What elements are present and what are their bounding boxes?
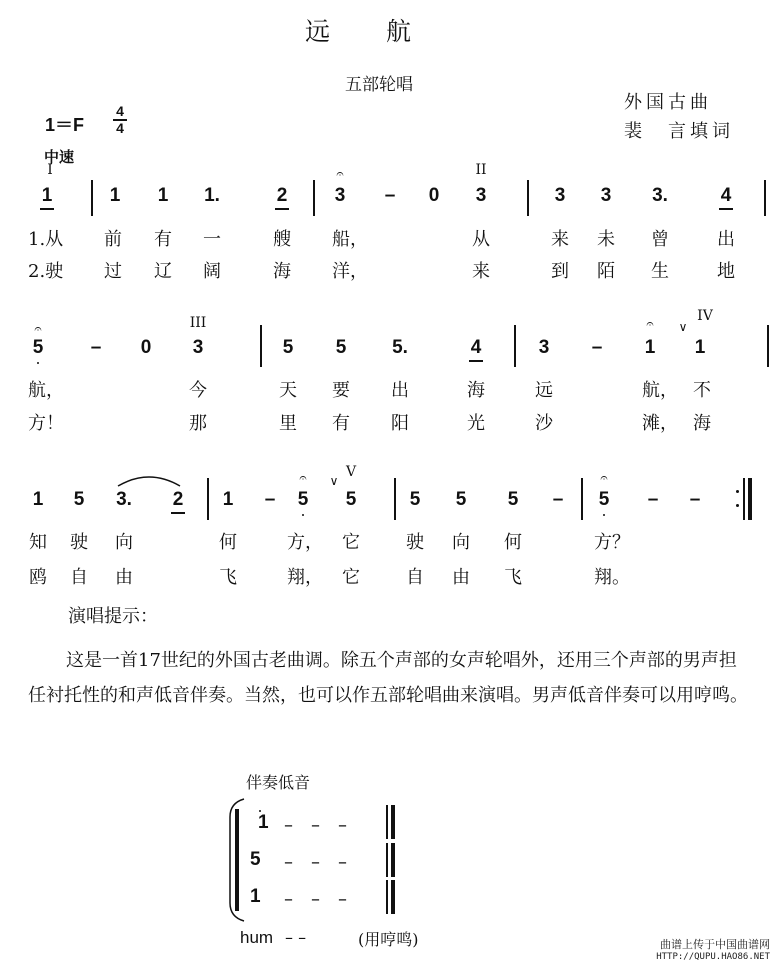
note-underline xyxy=(171,512,185,514)
hint-title: 演唱提示： xyxy=(68,606,158,627)
note: 3 xyxy=(192,337,204,358)
note: 4 xyxy=(720,185,732,206)
repeat-dot xyxy=(736,504,739,507)
high-octave-dot xyxy=(259,810,261,812)
lyric: 飞 xyxy=(504,567,522,588)
final-barline-thin xyxy=(386,880,388,914)
note: – xyxy=(90,337,102,358)
note: 3 xyxy=(475,185,487,206)
note: 5 xyxy=(32,337,44,358)
lyric: 由 xyxy=(115,567,133,588)
hum-syllable: hum xyxy=(240,928,274,947)
note: 3 xyxy=(538,337,550,358)
lyric: 驶 xyxy=(70,532,88,553)
time-signature xyxy=(113,104,127,136)
lyric: 光 xyxy=(467,413,485,434)
accompaniment-rest: – – – xyxy=(284,815,347,836)
accompaniment-note: 1 xyxy=(258,812,269,833)
repeat-barline-thick xyxy=(748,478,752,520)
note: 3. xyxy=(116,489,132,510)
note: 5 xyxy=(455,489,467,510)
note: 1 xyxy=(694,337,706,358)
lyric: 前 xyxy=(104,229,122,250)
time-signature-top: 4 xyxy=(116,103,124,119)
note: 1. xyxy=(204,185,220,206)
note: 3. xyxy=(652,185,668,206)
system-bracket xyxy=(224,795,248,925)
note: 2 xyxy=(172,489,184,510)
lyric: 来 xyxy=(472,261,490,282)
slur xyxy=(116,470,182,488)
lyric: 曾 xyxy=(651,229,669,250)
lyric: 它 xyxy=(342,567,360,588)
page-title: 远 航 xyxy=(305,17,414,46)
note: 5 xyxy=(409,489,421,510)
lyric: 阳 xyxy=(391,413,409,434)
lyric: 要 xyxy=(332,380,350,401)
note: 1 xyxy=(41,185,53,206)
low-octave-dot xyxy=(302,514,304,516)
lyric: 陌 xyxy=(597,261,615,282)
note: – xyxy=(689,489,701,510)
note: 4 xyxy=(470,337,482,358)
barline xyxy=(767,325,769,367)
note: 5 xyxy=(282,337,294,358)
note: 5 xyxy=(507,489,519,510)
lyric: 方！ xyxy=(28,413,64,434)
note: 5 xyxy=(297,489,309,510)
lyric: 海 xyxy=(467,380,485,401)
note: 0 xyxy=(140,337,152,358)
lyric: 洋， xyxy=(332,261,368,282)
final-barline-thick xyxy=(391,843,395,877)
note: – xyxy=(647,489,659,510)
barline xyxy=(260,325,262,367)
lyric: 过 xyxy=(104,261,122,282)
barline xyxy=(207,478,209,520)
fermata-icon: 𝄐 xyxy=(34,322,42,337)
subtitle: 五部轮唱 xyxy=(345,75,413,95)
note: 3 xyxy=(334,185,346,206)
note: 1 xyxy=(109,185,121,206)
lyric: 有 xyxy=(154,229,172,250)
lyric: 今 xyxy=(189,380,207,401)
lyric: 向 xyxy=(452,532,470,553)
lyric: 不 xyxy=(693,380,711,401)
accompaniment-rest: – – – xyxy=(284,889,347,910)
note: 1 xyxy=(644,337,656,358)
lyric: 向 xyxy=(115,532,133,553)
note: 1 xyxy=(157,185,169,206)
note: 1 xyxy=(32,489,44,510)
note: 5 xyxy=(335,337,347,358)
fermata-icon: 𝄐 xyxy=(299,471,307,486)
final-barline-thick xyxy=(391,805,395,839)
note: 3 xyxy=(600,185,612,206)
note: – xyxy=(384,185,396,206)
note: 5 xyxy=(345,489,357,510)
note: 0 xyxy=(428,185,440,206)
lyric: 它 xyxy=(342,532,360,553)
entry-marker-4: IV xyxy=(697,308,713,324)
lyric: 地 xyxy=(717,261,735,282)
note: 1 xyxy=(222,489,234,510)
note: 3 xyxy=(554,185,566,206)
lyric: 生 xyxy=(651,261,669,282)
lyric: 海 xyxy=(693,413,711,434)
low-octave-dot xyxy=(603,514,605,516)
lyric: 何 xyxy=(219,532,237,553)
note: 5. xyxy=(392,337,408,358)
lyric: 方？ xyxy=(594,532,630,553)
barline xyxy=(764,180,766,216)
accompaniment-rest: – – – xyxy=(284,852,347,873)
lyric: 有 xyxy=(332,413,350,434)
watermark xyxy=(600,936,770,962)
lyric: 方， xyxy=(287,532,323,553)
breath-mark-icon: ∨ xyxy=(678,320,688,334)
lyric: 飞 xyxy=(219,567,237,588)
lyric: 一 xyxy=(203,229,221,250)
note-underline xyxy=(469,360,483,362)
lyric: 辽 xyxy=(154,261,172,282)
lyric: 远 xyxy=(535,380,553,401)
barline xyxy=(313,180,315,216)
barline xyxy=(527,180,529,216)
fermata-icon: 𝄐 xyxy=(600,471,608,486)
barline xyxy=(91,180,93,216)
note: 2 xyxy=(276,185,288,206)
lyric: 船， xyxy=(332,229,368,250)
key-signature: 1＝F xyxy=(45,115,85,135)
lyric: 翔。 xyxy=(594,567,630,588)
hum-dash: – – xyxy=(285,928,307,947)
lyric: 那 xyxy=(189,413,207,434)
note: 5 xyxy=(598,489,610,510)
entry-marker-5: V xyxy=(345,464,357,480)
lyric: 出 xyxy=(391,380,409,401)
note: 5 xyxy=(73,489,85,510)
entry-marker-2: II xyxy=(475,162,487,178)
accompaniment-note: 1 xyxy=(250,886,261,907)
lyric: 阔 xyxy=(203,261,221,282)
barline xyxy=(581,478,583,520)
lyric: 海 xyxy=(273,261,291,282)
lyricist-credit: 裴 言填词 xyxy=(624,121,734,142)
note-underline xyxy=(40,208,54,210)
hum-instruction: (用哼鸣) xyxy=(358,930,419,949)
accompaniment-label: 伴奏低音 xyxy=(246,773,311,792)
lyric: 2.驶 xyxy=(28,261,64,282)
repeat-dot xyxy=(736,490,739,493)
lyric: 1.从 xyxy=(28,229,64,250)
note-underline xyxy=(275,208,289,210)
lyric: 到 xyxy=(551,261,569,282)
final-barline-thick xyxy=(391,880,395,914)
lyric: 来 xyxy=(551,229,569,250)
fermata-icon: 𝄐 xyxy=(646,317,654,332)
note: – xyxy=(591,337,603,358)
lyric: 艘 xyxy=(273,229,291,250)
entry-marker-3: III xyxy=(189,315,207,331)
lyric: 出 xyxy=(717,229,735,250)
final-barline-thin xyxy=(386,805,388,839)
watermark-line-1: 曲谱上传于中国曲谱网 xyxy=(660,938,770,951)
lyric: 驶 xyxy=(406,532,424,553)
composer-credit: 外国古曲 xyxy=(624,92,712,113)
barline xyxy=(514,325,516,367)
lyric: 何 xyxy=(504,532,522,553)
fermata-icon: 𝄐 xyxy=(336,167,344,182)
repeat-barline-thin xyxy=(743,478,745,520)
lyric: 从 xyxy=(472,229,490,250)
tempo-marking: 中速 xyxy=(44,148,75,166)
entry-marker-1: I xyxy=(47,162,53,178)
low-octave-dot xyxy=(37,362,39,364)
accompaniment-note: 5 xyxy=(250,849,261,870)
lyric: 由 xyxy=(452,567,470,588)
barline xyxy=(394,478,396,520)
breath-mark-icon: ∨ xyxy=(329,474,339,488)
lyric: 知 xyxy=(29,532,47,553)
lyric: 未 xyxy=(597,229,615,250)
lyric: 翔， xyxy=(287,567,323,588)
lyric: 自 xyxy=(406,567,424,588)
lyric: 航， xyxy=(28,380,64,401)
note-underline xyxy=(719,208,733,210)
lyric: 沙 xyxy=(535,413,553,434)
lyric: 自 xyxy=(70,567,88,588)
hint-body: 这是一首17世纪的外国古老曲调。除五个声部的女声轮唱外，还用三个声部的男声担任衬托性的和声低音伴奏。当然，也可以作五部轮唱曲来演唱。男声低音伴奏可以用哼鸣。 xyxy=(28,650,748,706)
lyric: 航， xyxy=(642,380,678,401)
lyric: 里 xyxy=(279,413,297,434)
lyric: 鸥 xyxy=(29,567,47,588)
watermark-line-2: HTTP://QUPU.HAO86.NET xyxy=(656,952,770,962)
note: – xyxy=(264,489,276,510)
time-signature-bottom: 4 xyxy=(116,119,124,136)
final-barline-thin xyxy=(386,843,388,877)
note: – xyxy=(552,489,564,510)
lyric: 滩， xyxy=(642,413,678,434)
lyric: 天 xyxy=(279,380,297,401)
